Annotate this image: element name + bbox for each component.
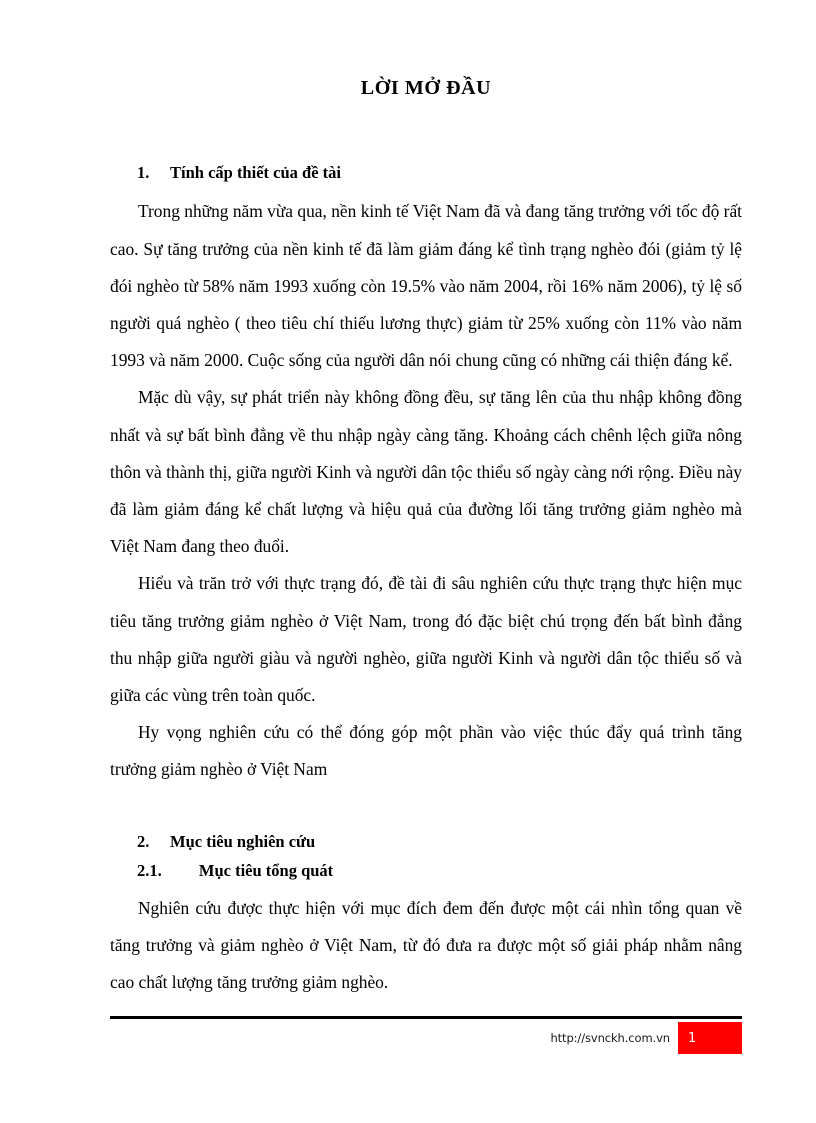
section-subheading-2-1: 2.1. Mục tiêu tổng quát: [137, 861, 334, 881]
page-number: 1: [688, 1030, 697, 1046]
spacer: [110, 100, 742, 162]
page-number-badge: [678, 1022, 742, 1054]
paragraph: Trong những năm vừa qua, nền kinh tế Việt Nam đã và đang tăng trưởng với tốc độ rất cao. Sự tăng trưởng của nền kinh tế đã làm giảm đáng kể tình trạng nghèo đói (giảm tỷ lệ đói nghèo từ 58% năm 1993 xuống còn 19.5% vào năm 2004, rồi 16% năm 2006), tỷ lệ số người quá nghèo ( theo tiêu chí thiếu lương thực) giảm từ 25% xuống còn 11% vào năm 1993 và năm 2000. Cuộc sống của người dân nói chung cũng có những cái thiện đáng kể.: [110, 201, 742, 371]
spacer: [110, 852, 742, 860]
section-heading-2: 2. Mục tiêu nghiên cứu: [137, 831, 316, 851]
paragraph: Hy vọng nghiên cứu có thể đóng góp một phần vào việc thúc đẩy quá trình tăng trưởng giảm nghèo ở Việt Nam: [110, 722, 742, 780]
paragraph: Mặc dù vậy, sự phát triển này không đồng đều, sự tăng lên của thu nhập không đồng nhất và sự bất bình đẳng về thu nhập ngày càng tăng. Khoảng cách chênh lệch giữa nông thôn và thành thị, giữa người Kinh và người dân tộc thiểu số ngày càng nới rộng. Điều này đã làm giảm đáng kể chất lượng và hiệu quả của đường lối tăng trưởng giảm nghèo mà Việt Nam đang theo đuổi.: [110, 387, 742, 557]
page-title: LỜI MỞ ĐẦU: [360, 77, 492, 99]
spacer: [110, 183, 742, 193]
paragraph: Hiểu và trăn trở với thực trạng đó, đề tài đi sâu nghiên cứu thực trạng thực hiện mục tiêu tăng trưởng giảm nghèo ở Việt Nam, trong đó đặc biệt chú trọng đến bất bình đẳng thu nhập giữa người giàu và người nghèo, giữa người Kinh và người dân tộc thiểu số và giữa các vùng trên toàn quốc.: [110, 573, 742, 706]
page-footer: [110, 1016, 742, 1076]
paragraph: Nghiên cứu được thực hiện với mục đích đem đến được một cái nhìn tổng quan về tăng trưởng và giảm nghèo ở Việt Nam, từ đó đưa ra được một số giải pháp nhằm nâng cao chất lượng tăng trưởng giảm nghèo.: [110, 897, 742, 992]
spacer: [110, 882, 742, 890]
footer-content: [110, 1022, 742, 1054]
section-heading-1: 1. Tính cấp thiết của đề tài: [137, 163, 341, 182]
footer-url[interactable]: http://svnckh.com.vn: [550, 1031, 670, 1045]
spacer: [110, 789, 742, 831]
footer-divider: [110, 1016, 742, 1019]
document-body: [110, 0, 742, 1001]
